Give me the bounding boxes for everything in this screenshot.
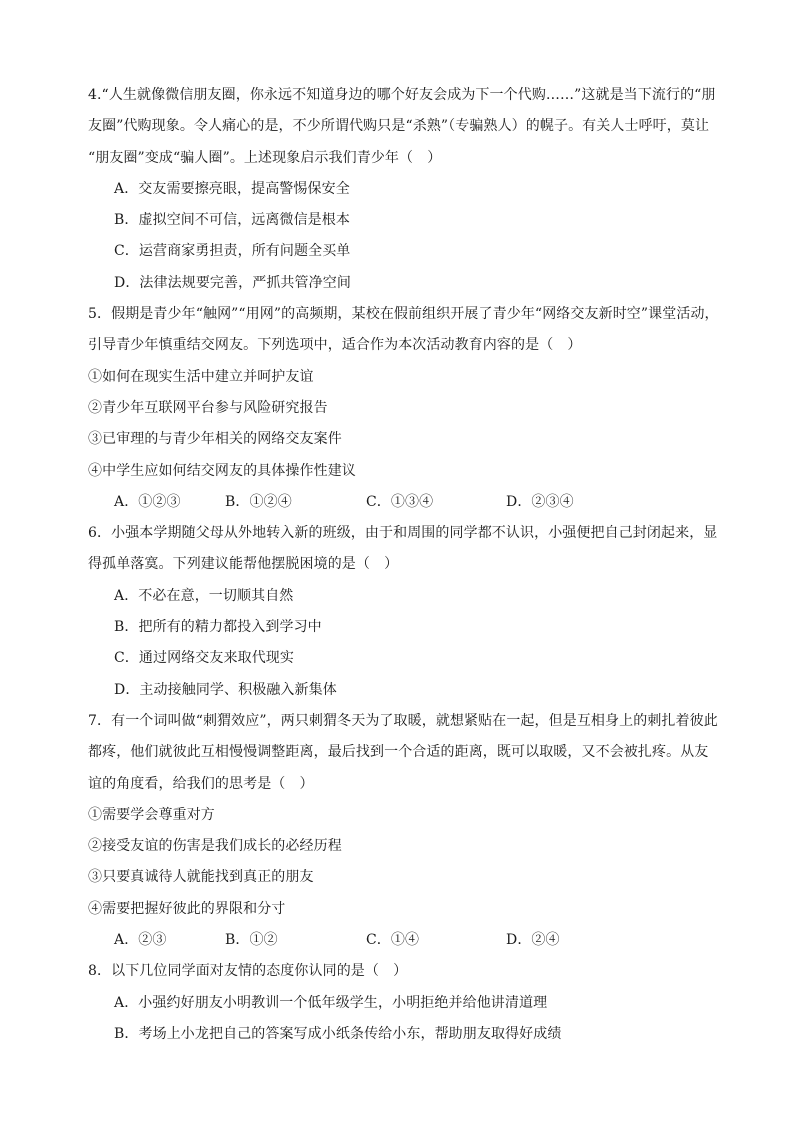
- question-6: [88, 518, 718, 706]
- question-6-stem-line-1: 6．小强本学期随父母从外地转入新的班级，由于和周围的同学都不认识，小强便把自己封闭起来，显: [88, 525, 718, 542]
- question-6-option-a: A．不必在意，一切顺其自然: [114, 587, 294, 604]
- question-8-stem-line-1: 8．以下几位同学面对友情的态度你认同的是（ ）: [88, 963, 408, 980]
- question-5-option-b: B．①②④: [225, 493, 292, 510]
- question-4-stem-line-1: 4.“人生就像微信朋友圈，你永远不知道身边的哪个好友会成为下一个代购……”这就是当下流行的“朋: [88, 87, 716, 103]
- question-4-option-c: C．运营商家勇担责，所有问题全买单: [114, 243, 351, 260]
- question-4-stem-line-3: “朋友圈”变成“骗人圈”。上述现象启示我们青少年（ ）: [88, 149, 442, 166]
- question-7: [88, 706, 718, 956]
- question-7-option-b: B．①②: [225, 932, 278, 949]
- question-6-option-d: D．主动接触同学、积极融入新集体: [114, 681, 337, 698]
- question-8-option-a: A．小强约好朋友小明教训一个低年级学生，小明拒绝并给他讲清道理: [114, 994, 548, 1011]
- question-5-options: [88, 487, 713, 518]
- question-5-item-4: ④中学生应如何结交网友的具体操作性建议: [88, 462, 356, 479]
- question-7-item-2: ②接受友谊的伤害是我们成长的必经历程: [88, 838, 342, 855]
- question-7-option-a: A．②③: [114, 932, 167, 949]
- question-7-item-1: ①需要学会尊重对方: [88, 806, 215, 823]
- question-5-stem-line-1: 5．假期是青少年“触网”“用网”的高频期，某校在假前组织开展了青少年“网络交友新时空”课堂活动，: [88, 306, 719, 323]
- question-7-stem-line-3: 谊的角度看，给我们的思考是（ ）: [88, 775, 314, 792]
- question-7-stem-line-2: 都疼，他们就彼此互相慢慢调整距离，最后找到一个合适的距离，既可以取暖，又不会被扎疼。从友: [88, 744, 709, 761]
- question-7-item-3: ③只要真诚待人就能找到真正的朋友: [88, 869, 314, 886]
- question-5-stem-line-2: 引导青少年慎重结交网友。下列选项中，适合作为本次活动教育内容的是（ ）: [88, 337, 582, 354]
- question-6-stem-line-2: 得孤单落寞。下列建议能帮他摆脱困境的是（ ）: [88, 556, 399, 573]
- question-7-option-d: D．②④: [506, 932, 560, 949]
- question-5-option-a: A．①②③: [114, 493, 181, 510]
- question-7-stem-line-1: 7．有一个词叫做“刺猬效应”，两只刺猬冬天为了取暖，就想紧贴在一起，但是互相身上的刺扎着彼此: [88, 712, 718, 729]
- question-4-option-b: B．虚拟空间不可信，远离微信是根本: [114, 212, 350, 229]
- question-8: [88, 956, 713, 1050]
- question-4-option-d: D．法律法规要完善，严抓共管净空间: [114, 274, 351, 291]
- question-7-item-4: ④需要把握好彼此的界限和分寸: [88, 900, 286, 917]
- question-4-option-a: A．交友需要擦亮眼，提高警惕保安全: [114, 180, 350, 197]
- question-4-stem-line-2: 友圈”代购现象。令人痛心的是，不少所谓代购只是“杀熟”（专骗熟人）的幌子。有关人士呼吁，莫让: [88, 118, 710, 135]
- question-4: [88, 80, 716, 299]
- question-5-item-1: ①如何在现实生活中建立并呵护友谊: [88, 368, 314, 385]
- exam-page: [88, 80, 719, 1050]
- question-5-option-c: C．①③④: [366, 493, 434, 510]
- question-6-option-b: B．把所有的精力都投入到学习中: [114, 619, 322, 636]
- question-5-item-2: ②青少年互联网平台参与风险研究报告: [88, 399, 328, 416]
- question-5-item-3: ③已审理的与青少年相关的网络交友案件: [88, 431, 342, 448]
- question-7-option-c: C．①④: [366, 932, 420, 949]
- question-6-option-c: C．通过网络交友来取代现实: [114, 650, 295, 667]
- question-5-option-d: D．②③④: [506, 493, 574, 510]
- question-7-options: [88, 925, 713, 956]
- question-8-option-b: B．考场上小龙把自己的答案写成小纸条传给小东，帮助朋友取得好成绩: [114, 1025, 562, 1042]
- question-5: [88, 299, 719, 518]
